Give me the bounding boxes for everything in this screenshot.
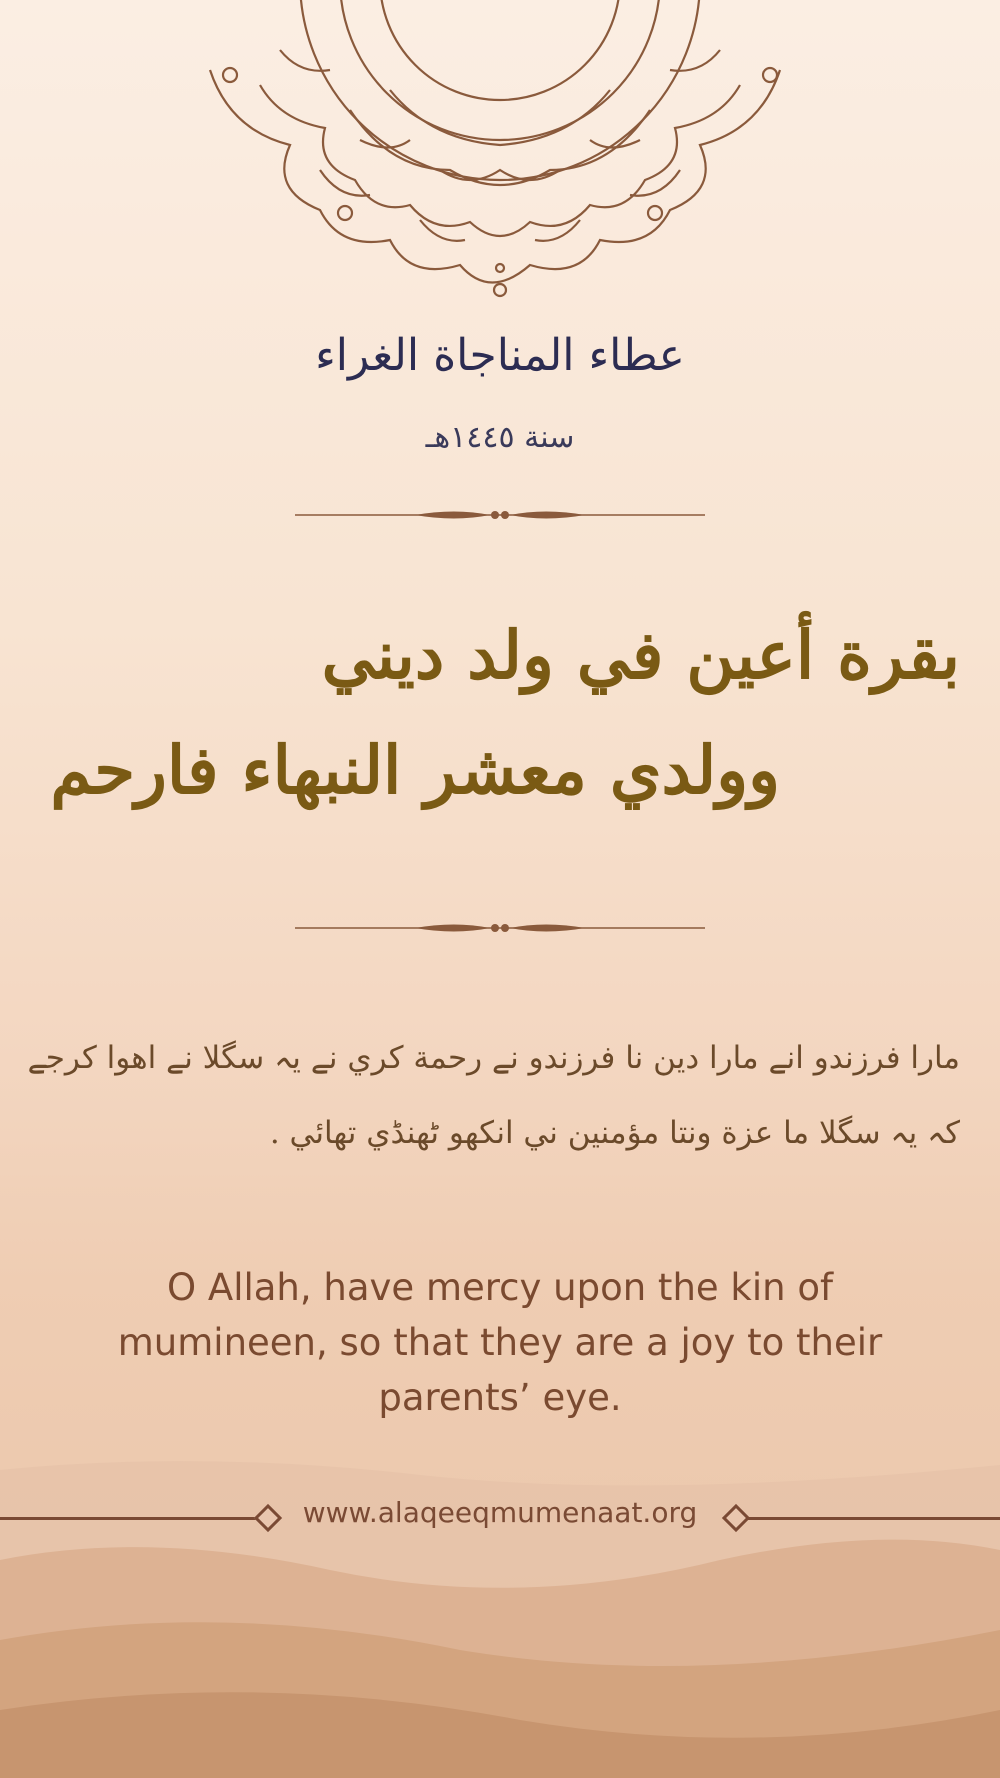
translation-gujarati-line-1: مارا فرزندو انے مارا دين نا فرزندو نے رحمة كري نے يہ سگلا نے اهوا كرجے [27, 1040, 960, 1076]
ornamental-divider-top [295, 500, 705, 530]
translation-english-line-2: mumineen, so that they are a joy to their [117, 1321, 883, 1364]
translation-gujarati-line-2: كہ يہ سگلا ما عزة ونتا مؤمنين ني انكهو ٹهنڈي تهائي . [269, 1115, 960, 1151]
translation-english-line-3: parents’ eye. [378, 1376, 622, 1419]
verse-line-2: وولدي معشر النبهاء فارحم [50, 731, 780, 809]
year-arabic: سنة ١٤٤٥هـ [425, 420, 575, 455]
title-arabic: عطاء المناجاة الغراء [315, 330, 685, 381]
desert-dunes-background [0, 1440, 1000, 1778]
website-link[interactable]: www.alaqeeqmumenaat.org [302, 1496, 698, 1529]
ornamental-divider-bottom [295, 913, 705, 943]
mandala-ornament [90, 0, 910, 310]
translation-english [60, 1260, 940, 1425]
footer-line-right [748, 1517, 1000, 1520]
verse-line-1: بقرة أعين في ولد ديني [321, 616, 960, 694]
translation-english-line-1: O Allah, have mercy upon the kin of [167, 1266, 833, 1309]
